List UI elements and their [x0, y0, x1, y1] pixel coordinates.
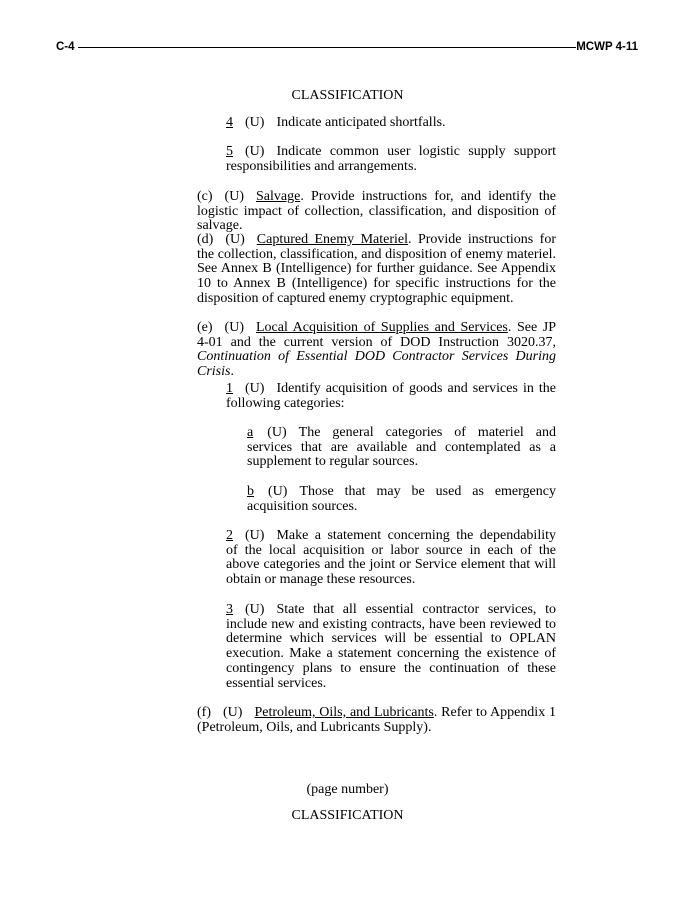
paragraph-text: Indicate common user logistic supply support responsibilities and arrangements. [226, 144, 556, 174]
page-number: (page number) [306, 782, 389, 797]
paragraph-f [197, 706, 556, 735]
marking: (U) [245, 144, 265, 159]
paragraph-text: Indicate anticipated shortfalls. [276, 115, 446, 130]
paragraph-text: Make a statement concerning the dependability of the local acquisition or labor source in each of the above categories and the joint or Service element that will obtain or manage these resources. [226, 528, 556, 588]
paragraph-text: . Refer to Appendix 1 (Petroleum, Oils, and Lubricants Supply). [197, 705, 557, 735]
paragraph-title: Local Acquisition of Supplies and Services [255, 320, 508, 335]
paragraph-e-1 [226, 382, 556, 411]
marking: (U) [224, 320, 244, 335]
paragraph-e-3 [226, 603, 556, 691]
paragraph-number: 2 [226, 528, 233, 543]
paragraph-number: a [247, 425, 254, 440]
paragraph-title: Petroleum, Oils, and Lubricants [254, 705, 434, 720]
marking: (U) [245, 602, 265, 617]
paragraph-text: Those that may be used as emergency acquisition sources. [247, 484, 556, 514]
paragraph-e [197, 321, 556, 380]
header-rule [78, 47, 576, 48]
marking: (U) [245, 381, 265, 396]
marking: (U) [225, 232, 245, 247]
paragraph-5 [226, 145, 556, 174]
page-id: C-4 [56, 41, 75, 53]
paragraph-4 [226, 116, 556, 131]
paragraph-title: Captured Enemy Materiel [256, 232, 409, 247]
classification-bottom: CLASSIFICATION [291, 808, 404, 823]
paragraph-end: . [230, 364, 234, 380]
paragraph-label: (e) [197, 320, 213, 335]
paragraph-text: The general categories of materiel and services that are available and contemplated as a supplement to regular sources. [247, 425, 556, 470]
paragraph-e-1-b [247, 485, 556, 514]
classification-top: CLASSIFICATION [291, 88, 404, 103]
paragraph-number: 1 [226, 381, 233, 396]
marking: (U) [268, 484, 288, 499]
paragraph-number: 5 [226, 144, 233, 159]
marking: (U) [245, 528, 265, 543]
marking: (U) [224, 189, 244, 204]
paragraph-text: . See JP 4-01 and the current version of DOD Instruction 3020.37, [197, 320, 556, 350]
paragraph-title: Salvage [255, 189, 301, 204]
paragraph-number: 3 [226, 602, 233, 617]
paragraph-c [197, 190, 556, 234]
paragraph-text: State that all essential contractor services, to include new and existing contracts, have been reviewed to determine which services will be essential to OPLAN execution. Make a statement concerning the existence of contingency plans to ensure the continuation of these essential services. [226, 602, 556, 691]
marking: (U) [223, 705, 243, 720]
paragraph-label: (d) [197, 232, 214, 247]
paragraph-d [197, 233, 556, 307]
paragraph-label: (c) [197, 189, 213, 204]
paragraph-text: Identify acquisition of goods and services in the following categories: [226, 381, 556, 411]
marking: (U) [245, 115, 265, 130]
paragraph-label: (f) [197, 705, 211, 720]
publication-id: MCWP 4-11 [576, 41, 638, 53]
paragraph-text: . Provide instructions for the collection, classification, and disposition of enemy materiel. See Annex B (Intelligence) for further guidance. See Appendix 10 to Annex B (Intelligence) for specific instructions for the disposition of captured enemy cryptographic equipment. [197, 232, 556, 306]
paragraph-number: b [247, 484, 254, 499]
paragraph-e-2 [226, 529, 556, 588]
paragraph-e-1-a [247, 426, 556, 470]
instruction-title: Continuation of Essential DOD Contractor Services During Crisis [197, 349, 556, 380]
paragraph-text: . Provide instructions for, and identify the logistic impact of collection, classification, and disposition of salvage. [197, 189, 556, 234]
marking: (U) [267, 425, 287, 440]
paragraph-number: 4 [226, 115, 233, 130]
